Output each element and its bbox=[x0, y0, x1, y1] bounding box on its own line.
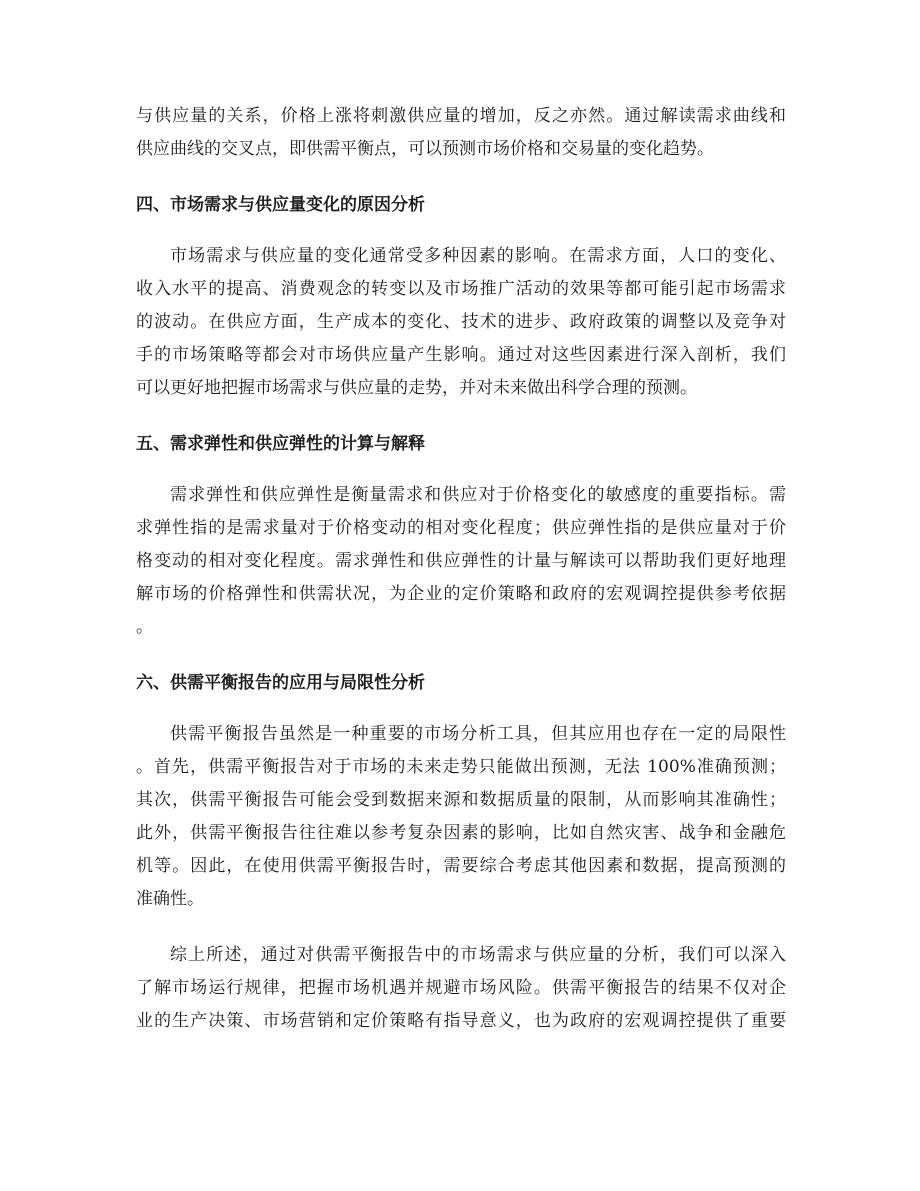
paragraph-line: 格变动的相对变化程度。需求弹性和供应弹性的计量与解读可以帮助我们更好地理 bbox=[136, 551, 786, 571]
section-paragraph bbox=[136, 718, 786, 916]
paragraph-line: 可以更好地把握市场需求与供应量的走势，并对未来做出科学合理的预测。 bbox=[136, 378, 697, 398]
section-heading: 六、供需平衡报告的应用与局限性分析 bbox=[136, 673, 425, 693]
paragraph-line: 。首先，供需平衡报告对于市场的未来走势只能做出预测，无法 100%准确预测； bbox=[136, 757, 786, 777]
paragraph-line: 需求弹性和供应弹性是衡量需求和供应对于价格变化的敏感度的重要指标。需 bbox=[170, 485, 786, 505]
paragraph-line: 准确性。 bbox=[136, 889, 204, 909]
paragraph-line: 与供应量的关系，价格上涨将刺激供应量的增加，反之亦然。通过解读需求曲线和 bbox=[136, 106, 786, 126]
paragraph-line: 业的生产决策、市场营销和定价策略有指导意义，也为政府的宏观调控提供了重要 bbox=[136, 1011, 786, 1031]
paragraph-line: 的波动。在供应方面，生产成本的变化、技术的进步、政府政策的调整以及竞争对 bbox=[136, 312, 786, 332]
section-heading: 五、需求弹性和供应弹性的计算与解释 bbox=[136, 434, 425, 454]
paragraph-line: 。 bbox=[136, 617, 153, 637]
section-5 bbox=[136, 428, 786, 644]
conclusion-paragraph bbox=[136, 939, 786, 1038]
section-heading: 四、市场需求与供应量变化的原因分析 bbox=[136, 195, 425, 215]
paragraph-line: 了解市场运行规律，把握市场机遇并规避市场风险。供需平衡报告的结果不仅对企 bbox=[136, 978, 786, 998]
paragraph-line: 综上所述，通过对供需平衡报告中的市场需求与供应量的分析，我们可以深入 bbox=[170, 945, 786, 965]
paragraph-line: 机等。因此，在使用供需平衡报告时，需要综合考虑其他因素和数据，提高预测的 bbox=[136, 856, 786, 876]
paragraph-line: 其次，供需平衡报告可能会受到数据来源和数据质量的限制，从而影响其准确性； bbox=[136, 790, 786, 810]
document-body bbox=[136, 100, 786, 1038]
paragraph-line: 解市场的价格弹性和供需状况，为企业的定价策略和政府的宏观调控提供参考依据 bbox=[136, 584, 786, 604]
section-4 bbox=[136, 189, 786, 405]
section-paragraph bbox=[136, 240, 786, 405]
paragraph-line: 供需平衡报告虽然是一种重要的市场分析工具，但其应用也存在一定的局限性 bbox=[170, 724, 786, 744]
paragraph-line: 此外，供需平衡报告往往难以参考复杂因素的影响，比如自然灾害、战争和金融危 bbox=[136, 823, 786, 843]
paragraph-line: 手的市场策略等都会对市场供应量产生影响。通过对这些因素进行深入剖析，我们 bbox=[136, 345, 786, 365]
section-paragraph bbox=[136, 479, 786, 644]
paragraph-line: 求弹性指的是需求量对于价格变动的相对变化程度；供应弹性指的是供应量对于价 bbox=[136, 518, 786, 538]
section-6 bbox=[136, 667, 786, 916]
paragraph-line: 收入水平的提高、消费观念的转变以及市场推广活动的效果等都可能引起市场需求 bbox=[136, 279, 786, 299]
paragraph-line: 市场需求与供应量的变化通常受多种因素的影响。在需求方面，人口的变化、 bbox=[170, 246, 786, 266]
paragraph-line: 供应曲线的交叉点，即供需平衡点，可以预测市场价格和交易量的变化趋势。 bbox=[136, 139, 714, 159]
intro-paragraph bbox=[136, 100, 786, 166]
